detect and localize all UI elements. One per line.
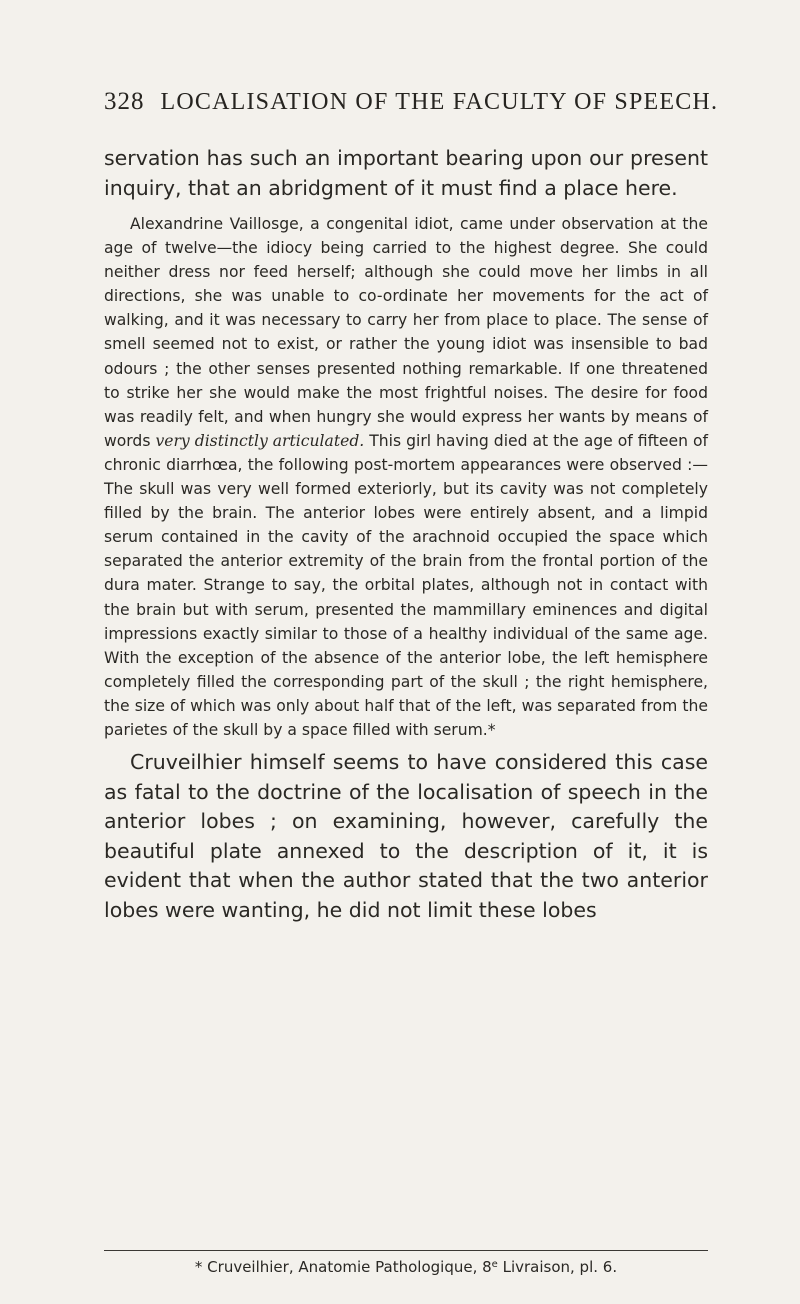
- page-number: 328: [104, 88, 145, 115]
- footnote-text-2: Livraison, pl. 6.: [497, 1258, 618, 1276]
- footnote-divider: [104, 1250, 708, 1251]
- case-report-paragraph: [104, 212, 708, 742]
- footnote-text-1: Cruveilhier, Anatomie Pathologique, 8: [207, 1258, 492, 1276]
- case-report-text-1: Alexandrine Vaillosge, a congenital idiot, came under observation at the age of twelve—the idiocy being carried to the highest degree. She could neither dress nor feed herself; although she could move her limbs in all directions, she was unable to co-ordinate her movements for the act of walking, and it was necessary to carry her from place to place. The sense of smell seemed not to exist, or rather the young idiot was insensible to bad odours ; the other senses presented nothing remarkable. If one threatened to strike her she would make the most frightful noises. The desire for food was readily felt, and when hungry she would express her wants by means of words: [104, 215, 708, 450]
- paragraph-continuation: servation has such an important bearing upon our present inquiry, that an abridgment of it must find a place here.: [104, 146, 708, 200]
- footnote: [104, 1258, 708, 1276]
- footnote-marker: *: [194, 1258, 203, 1276]
- case-report-italic: very distinctly articulated.: [155, 431, 365, 450]
- running-title: LOCALISATION OF THE FACULTY OF SPEECH.: [160, 89, 719, 115]
- running-header: [104, 88, 719, 124]
- case-report-text-2: This girl having died at the age of fifteen of chronic diarrhœa, the following post-mortem appearances were observed :—The skull was very well formed exteriorly, but its cavity was not completely filled by the brain. The anterior lobes were entirely absent, and a limpid serum contained in the cavity of the arachnoid occupied the space which separated the anterior extremity of the brain from the frontal portion of the dura mater. Strange to say, the orbital plates, although not in contact with the brain but with serum, presented the mammillary eminences and digital impressions exactly similar to those of a healthy individual of the same age. With the exception of the absence of the anterior lobe, the left hemisphere completely filled the corresponding part of the skull ; the right hemisphere, the size of which was only about half that of the left, was separated from the parietes of the skull by a space filled with serum.*: [104, 431, 708, 739]
- discussion-paragraph: Cruveilhier himself seems to have considered this case as fatal to the doctrine of the localisation of speech in the anterior lobes ; on examining, however, carefully the beautiful plate annexed to the description of it, it is evident that when the author stated that the two anterior lobes were wanting, he did not limit these lobes: [104, 750, 708, 922]
- document-page: [104, 88, 719, 925]
- footnote-superscript: e: [491, 1259, 498, 1270]
